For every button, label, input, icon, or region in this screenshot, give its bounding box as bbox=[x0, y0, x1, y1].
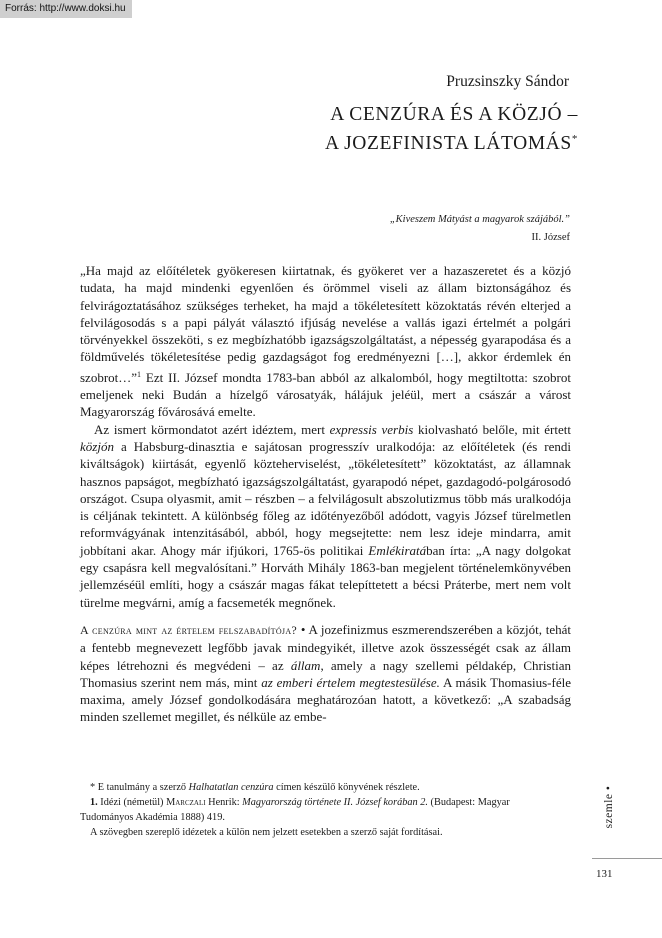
epigraph bbox=[390, 211, 570, 247]
p2-e: a Habsburg-dinasztia e sajátosan progresszív uralkodója: az előítéletek (és rendi kiváltságok) kiirtását, egyenlő közteherviselést, „tökéletesített” közoktatást, az államnak hasznos papságot, megbízható igazságszolgáltatást, gyarapodó népet, gazdagodó-polgárosodó országot. Csupa olyasmit, amit – részben – a felvilágosult abszolutizmus több más uralkodója is céljának tekintett. A különbség főleg az időtényezőből adódott, vagyis József türelmetlen reformvágyának intenzitásából, abból, hogy megsejtette: nem lesz ideje mindarra, amit jobbítani akar. Ahogy már ifjúkori, 1765-ös politikai bbox=[80, 438, 571, 558]
p3-e: A másik Thomasius-féle maxima, amely József gondolkodására meghatározóan hatott, a következő: „A szabadság minden szellemet megillet, és nélküle az embe- bbox=[80, 674, 571, 725]
paragraph-3 bbox=[80, 621, 571, 726]
article-body bbox=[80, 262, 571, 726]
p3-c: , amely a nagy szellemi példakép, Christian Thomasius szerint nem más, mint bbox=[80, 657, 571, 690]
p3-d: az emberi értelem megtestesülése. bbox=[261, 674, 440, 690]
article-title bbox=[325, 102, 578, 156]
fn1-book-title: Magyarország története II. József korában 2. bbox=[242, 797, 428, 808]
section-bullet: • bbox=[297, 621, 309, 637]
title-line-2 bbox=[325, 127, 578, 156]
p2-c: kiolvasható belőle, mit értett bbox=[413, 421, 571, 437]
footnote-star bbox=[80, 780, 550, 795]
fn1-number: 1. bbox=[90, 797, 98, 808]
p2-f: Emlékiratá bbox=[368, 542, 427, 558]
p2-a: Az ismert körmondatot azért idéztem, mert bbox=[94, 421, 330, 437]
fn-star-c: címen készülő könyvének részlete. bbox=[273, 782, 420, 793]
page-rule bbox=[592, 858, 662, 859]
epigraph-author: II. József bbox=[531, 232, 570, 243]
footnote-translation-note: A szövegben szereplő idézetek a külön nem jelzett esetekben a szerző saját fordításai. bbox=[90, 827, 443, 838]
fn1-author: Marczali bbox=[166, 797, 206, 808]
fn-star-b: Halhatatlan cenzúra bbox=[188, 782, 274, 793]
footnotes bbox=[80, 780, 550, 840]
fn1-c: Henrik: bbox=[205, 797, 243, 808]
p3-b: állam bbox=[290, 657, 321, 673]
paragraph-2 bbox=[80, 421, 571, 611]
p2-g: ban írta: „A nagy dolgokat egy csapásra kell megvalósítani.” Horváth Mihály 1863-ban megjelent történelemkönyvében jellemzéséül említi, hogy a császár magas fákat telepíttetett a bécsi Práterbe, mert nem volt türelme megvárni, amíg a facsemeték megnőnek. bbox=[80, 542, 571, 610]
p3-a: A jozefinizmus eszmerendszerében a közjót, tehát a fentebb megnevezett legfőbb javak mindegyikét, illetve azok összességét csak az állam képes létrehozni és megvédeni – az bbox=[80, 621, 571, 673]
source-label: Forrás: http://www.doksi.hu bbox=[0, 0, 132, 18]
opening-quote: „Ha majd az előítéletek gyökeresen kiirtatnak, és gyökeret ver a hazaszeretet és a közjó tudata, ha majd mindenki egyenlően és örömmel viseli az állam biztonságához és felvirágoztatásához szükséges terheket, ha majd a tökéletesített közoktatás révén elterjed a felvilágosodás s a papi pályát választó ifjúság nevelése a vallás igazi értelmét a polgári törvényekkel összeköti, s ez megbízhatóbb igazságszolgáltatást, a népesség gyarapodása és a földművelés tökéletesítése pedig gazdagságot fog eredményezni […], akkor érdemlek én szobrot…” bbox=[80, 263, 571, 385]
fn1-a: Idézi (németül) bbox=[97, 797, 167, 808]
p2-d: közjón bbox=[80, 438, 114, 454]
footnote-ref-1: 1 bbox=[137, 369, 142, 379]
paragraph-1 bbox=[80, 262, 571, 421]
page-number: 131 bbox=[596, 868, 613, 880]
paragraph-1-tail: Ezt II. József mondta 1783-ban abból az alkalomból, hogy megtiltotta: szobrot emeljenek neki Budán a hízelgő városatyák, hálájuk jeléül, mert a császár a várost Magyarország fővárosává emelte. bbox=[80, 369, 571, 420]
p2-b: expressis verbis bbox=[329, 421, 414, 437]
footnote-1 bbox=[80, 795, 550, 825]
title-line-1: A CENZÚRA ÉS A KÖZJÓ – bbox=[330, 104, 578, 125]
section-heading: A cenzúra mint az értelem felszabadítója? bbox=[80, 622, 298, 637]
epigraph-quote: „Kiveszem Mátyást a magyarok szájából.” bbox=[389, 214, 570, 225]
author-name: Pruzsinszky Sándor bbox=[446, 73, 569, 90]
fn1-e: (Budapest: Magyar Tudományos Akadémia 1888) 419. bbox=[80, 797, 510, 823]
title-footnote-marker: * bbox=[571, 133, 578, 145]
fn-star-a: * E tanulmány a szerző bbox=[90, 782, 189, 793]
section-side-label bbox=[600, 775, 618, 845]
side-label-text: szemle • bbox=[603, 785, 615, 829]
title-line-2-text: A JOZEFINISTA LÁTOMÁS bbox=[325, 133, 572, 154]
